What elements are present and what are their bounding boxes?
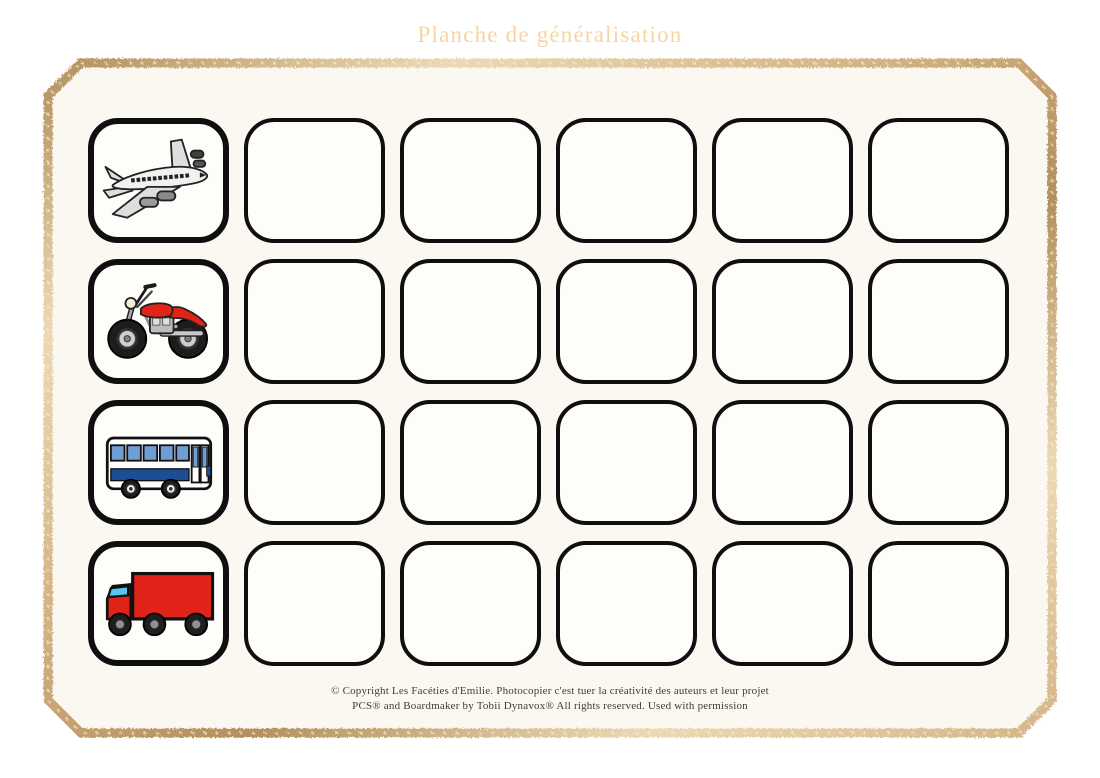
empty-cell: [244, 259, 385, 384]
bus-icon: [100, 411, 218, 514]
empty-cell: [712, 541, 853, 666]
cell-truck: [88, 541, 229, 666]
empty-cell: [244, 400, 385, 525]
copyright-line2: PCS® and Boardmaker by Tobii Dynavox® All rights reserved. Used with permission: [352, 700, 748, 712]
empty-cell: [400, 400, 541, 525]
empty-cell: [244, 541, 385, 666]
empty-cell: [868, 259, 1009, 384]
empty-cell: [400, 541, 541, 666]
symbol-grid: [88, 118, 1009, 666]
empty-cell: [244, 118, 385, 243]
empty-cell: [712, 259, 853, 384]
empty-cell: [400, 259, 541, 384]
cell-bus: [88, 400, 229, 525]
copyright: [0, 684, 1100, 714]
empty-cell: [556, 541, 697, 666]
empty-cell: [556, 118, 697, 243]
airplane-icon: [100, 129, 218, 232]
empty-cell: [868, 118, 1009, 243]
motorcycle-icon: [100, 270, 218, 373]
cell-airplane: [88, 118, 229, 243]
copyright-line1: © Copyright Les Facéties d'Emilie. Photocopier c'est tuer la créativité des auteurs et leur projet: [331, 685, 769, 697]
empty-cell: [868, 400, 1009, 525]
empty-cell: [712, 118, 853, 243]
empty-cell: [400, 118, 541, 243]
empty-cell: [868, 541, 1009, 666]
empty-cell: [556, 400, 697, 525]
empty-cell: [556, 259, 697, 384]
cell-motorcycle: [88, 259, 229, 384]
truck-icon: [100, 552, 218, 655]
page-title: Planche de généralisation: [417, 22, 683, 47]
empty-cell: [712, 400, 853, 525]
